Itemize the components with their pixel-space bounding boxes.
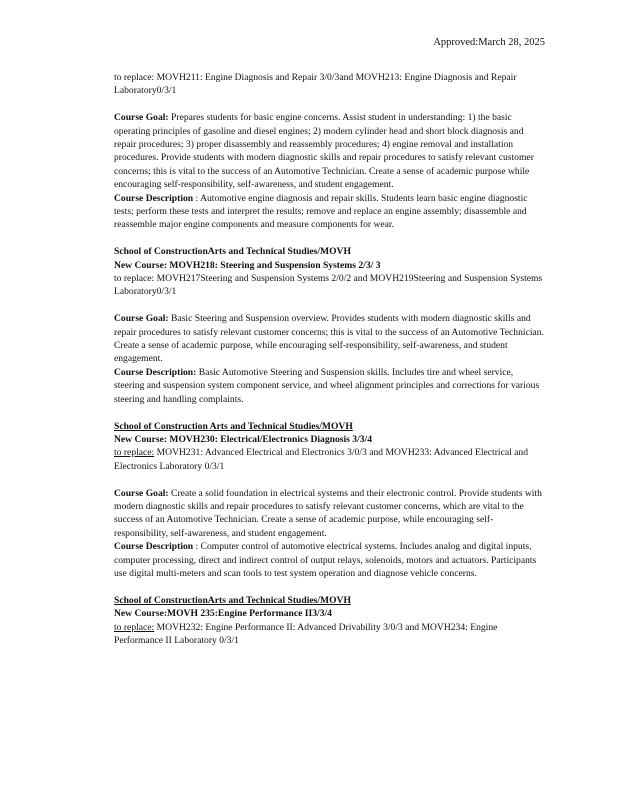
replace-label: to replace: xyxy=(114,621,155,633)
school-heading-steering: School of ConstructionArts and Technical Studies/MOVH xyxy=(114,246,351,258)
course-goal-label: Course Goal: xyxy=(114,313,169,325)
course-description-electrical xyxy=(114,540,544,580)
replace-label: to replace: xyxy=(114,447,155,459)
course-description-engine-diagnosis xyxy=(114,192,544,232)
course-goal-text: Create a solid foundation in electrical systems and their electronic control. Provide students with modern diagnostic skills and repair procedures to satisfy relevant customer concerns, which are vital to the success of an Automotive Technician. Create a sense of academic purpose, while encouraging self-responsibility, self-awareness, and student engagement. xyxy=(114,487,542,539)
replace-line-engine-performance xyxy=(114,621,544,648)
replace-text: MOVH231: Advanced Electrical and Electronics 3/0/3 and MOVH233: Advanced Electrical and Electronics Laboratory 0/3/1 xyxy=(114,447,528,472)
course-description-label: Course Description xyxy=(114,192,194,204)
replace-text: MOVH232: Engine Performance II: Advanced Drivability 3/0/3 and MOVH234: Engine Performance II Laboratory 0/3/1 xyxy=(114,621,498,646)
document-body xyxy=(114,71,544,647)
school-heading-electrical: School of Construction Arts and Technical Studies/MOVH xyxy=(114,420,353,432)
course-goal-steering xyxy=(114,312,544,366)
new-course-engine-performance: New Course:MOVH 235:Engine Performance II3/3/4 xyxy=(114,608,332,620)
course-description-steering xyxy=(114,366,544,406)
school-heading-engine-performance: School of ConstructionArts and Technical Studies/MOVH xyxy=(114,594,351,606)
course-description-label: Course Description xyxy=(114,541,194,553)
course-goal-label: Course Goal: xyxy=(114,112,169,124)
new-course-steering: New Course: MOVH218: Steering and Suspension Systems 2/3/ 3 xyxy=(114,259,381,271)
course-description-text: Basic Automotive Steering and Suspension skills. Includes tire and wheel service, steering and suspension system component service, and wheel alignment principles and corrections for various steering and handling complaints. xyxy=(114,366,540,405)
course-description-text: : Automotive engine diagnosis and repair skills. Students learn basic engine diagnostic tests; perform these tests and interpret the results; remove and replace an engine assembly; disassemble and reassemble major engine components and measure components for wear. xyxy=(114,192,528,231)
replace-line-electrical xyxy=(114,446,544,473)
course-goal-electrical xyxy=(114,487,544,541)
replace-line-engine-diagnosis: to replace: MOVH211: Engine Diagnosis and Repair 3/0/3and MOVH213: Engine Diagnosis and Repair Laboratory0/3/1 xyxy=(114,72,517,97)
course-description-text: : Computer control of automotive electrical systems. Includes analog and digital inputs, computer processing, direct and indirect control of output relays, solenoids, motors and actuators. Participants use digital multi-meters and scan tools to test system operation and diagnose vehicle concerns. xyxy=(114,541,537,579)
course-goal-text: Prepares students for basic engine concerns. Assist student in understanding: 1) the basic operating principles of gasoline and diesel engines; 2) modern cylinder head and short block diagnosis and repair procedures; 3) proper disassembly and reassembly procedures; 4) engine removal and installation procedures. Provide students with modern diagnostic skills and repair procedures to satisfy relevant customer concerns; this is vital to the success of an Automotive Technician. Create a sense of academic purpose while encouraging self-responsibility, self-awareness, and student engagement. xyxy=(114,112,534,191)
new-course-electrical: New Course: MOVH230: Electrical/Electronics Diagnosis 3/3/4 xyxy=(114,433,373,445)
course-goal-label: Course Goal: xyxy=(114,487,169,499)
course-description-label: Course Description: xyxy=(114,366,197,378)
course-goal-text: Basic Steering and Suspension overview. Provides students with modern diagnostic skills and repair procedures to satisfy relevant customer concerns; this is vital to the success of an Automotive Technician. Create a sense of academic purpose, while encouraging self-responsibility, self-awareness, and student engagement. xyxy=(114,313,544,365)
replace-line-steering: to replace: MOVH217Steering and Suspension Systems 2/0/2 and MOVH219Steering and Suspension Systems Laboratory0/3/1 xyxy=(114,273,543,298)
course-goal-engine-diagnosis xyxy=(114,111,544,191)
approval-date: Approved:March 28, 2025 xyxy=(433,37,545,48)
